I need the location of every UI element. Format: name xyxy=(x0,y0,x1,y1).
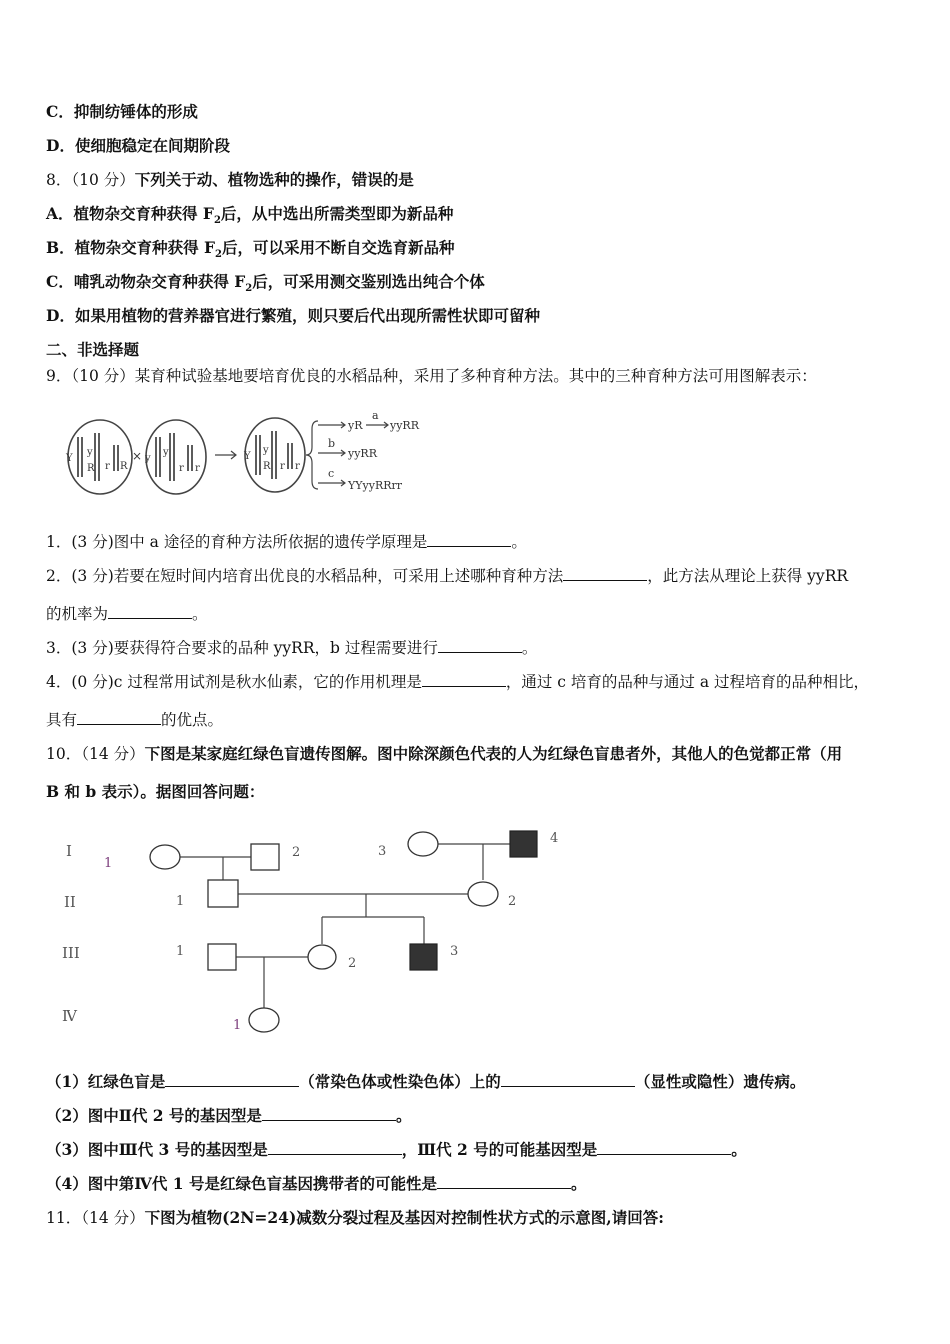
q8-option-b: B．植物杂交育种获得 $F_2$后，可以采用不断自交选育新品种 xyxy=(46,238,455,261)
I-4-label: 4 xyxy=(550,831,559,846)
III-2-label: 2 xyxy=(348,956,357,971)
path-a-to: yyRR xyxy=(390,419,419,432)
II-2-female xyxy=(468,882,498,906)
gen-IV-label: Ⅳ xyxy=(62,1007,77,1025)
answer-blank[interactable] xyxy=(422,672,506,687)
cell2-gene-y2: y xyxy=(163,447,169,458)
cell3-gene-r2: r xyxy=(295,461,300,472)
q9-number: 9．（10 分） xyxy=(46,367,135,385)
answer-blank[interactable] xyxy=(77,710,161,725)
cell1-gene-y: y xyxy=(87,447,93,458)
q10-sub2: （2）图中Ⅱ代 2 号的基因型是 。 xyxy=(46,1106,412,1125)
III-3-label: 3 xyxy=(450,944,459,959)
q10-sub3: （3）图中Ⅲ代 3 号的基因型是 ，Ⅲ代 2 号的可能基因型是 。 xyxy=(46,1140,747,1159)
I-1-female xyxy=(150,845,180,869)
path-c-label: c xyxy=(328,467,335,480)
q7-option-d: D．使细胞稳定在间期阶段 xyxy=(46,136,230,155)
q10-sub4: （4）图中第Ⅳ代 1 号是红绿色盲基因携带者的可能性是 。 xyxy=(46,1174,587,1193)
answer-blank[interactable] xyxy=(165,1072,299,1087)
q8-option-d: D．如果用植物的营养器官进行繁殖，则只要后代出现所需性状即可留种 xyxy=(46,306,540,325)
answer-blank[interactable] xyxy=(427,532,511,547)
cell1-gene-Y: Y xyxy=(66,453,73,464)
gen-I-label: I xyxy=(66,842,72,860)
IV-1-label: 1 xyxy=(233,1018,242,1033)
I-2-male xyxy=(251,844,279,870)
q8-number: 8．（10 分） xyxy=(46,171,135,189)
cell2-gene-r2: r xyxy=(195,463,200,474)
q10-sub1: （1）红绿色盲是 （常染色体或性染色体）上的 （显性或隐性）遗传病。 xyxy=(46,1072,806,1091)
q7-option-c: C．抑制纺锤体的形成 xyxy=(46,102,198,121)
path-a-from: yR xyxy=(348,419,363,432)
cross-sign: × xyxy=(132,449,143,463)
q9-sub2: 2．(3 分)若要在短时间内培育出优良的水稻品种，可采用上述哪种育种方法 ，此方法从理论上获得 yyRR xyxy=(46,567,849,585)
III-1-male xyxy=(208,944,236,970)
answer-blank[interactable] xyxy=(597,1140,731,1155)
III-2-female xyxy=(308,945,336,969)
cell1-gene-r: r xyxy=(105,461,110,472)
path-c-to: YYyyRRrr xyxy=(348,479,403,492)
answer-blank[interactable] xyxy=(501,1072,635,1087)
I-1-label: 1 xyxy=(104,856,113,871)
cell3-gene-y: y xyxy=(263,445,269,456)
q11-stem xyxy=(46,1208,664,1228)
q9-sub3: 3．(3 分)要获得符合要求的品种 yyRR，b 过程需要进行 。 xyxy=(46,639,538,657)
II-1-label: 1 xyxy=(176,894,185,909)
III-1-label: 1 xyxy=(176,944,185,959)
answer-blank[interactable] xyxy=(437,1174,571,1189)
cell3-gene-R: R xyxy=(263,461,271,472)
path-b-to: yyRR xyxy=(348,447,377,460)
q11-number: 11．（14 分） xyxy=(46,1209,145,1227)
cell3-gene-r: r xyxy=(280,461,285,472)
answer-blank[interactable] xyxy=(563,566,647,581)
q8-stem xyxy=(46,170,414,190)
q9-sub2-line2: 的机率为 。 xyxy=(46,605,208,623)
cell2-gene-y1: y xyxy=(145,453,151,464)
path-a-label: a xyxy=(372,409,379,422)
I-3-label: 3 xyxy=(378,844,387,859)
q9-stem-text: 某育种试验基地要培育优良的水稻品种，采用了多种育种方法。其中的三种育种方法可用图解表示： xyxy=(134,367,817,385)
q8-stem-text: 下列关于动、植物选种的操作，错误的是 xyxy=(134,170,414,189)
section-heading: 二、非选择题 xyxy=(46,340,140,359)
q10-number: 10．（14 分） xyxy=(46,745,145,763)
q11-stem-text: 下图为植物(2N=24)减数分裂过程及基因对控制性状方式的示意图,请回答: xyxy=(144,1208,664,1227)
q10-stem-line2: B 和 b 表示）。据图回答问题： xyxy=(46,782,265,801)
q10-stem-text: 下图是某家庭红绿色盲遗传图解。图中除深颜色代表的人为红绿色盲患者外，其他人的色觉都正常（用 xyxy=(144,744,843,763)
q8-option-a: A．植物杂交育种获得 $F_2$后，从中选出所需类型即为新品种 xyxy=(46,204,454,227)
I-2-label: 2 xyxy=(292,845,301,860)
path-b-label: b xyxy=(328,437,336,450)
breeding-diagram xyxy=(60,405,430,505)
IV-1-female xyxy=(249,1008,279,1032)
gen-II-label: II xyxy=(64,893,76,911)
cell3-gene-Y: Y xyxy=(244,451,251,462)
q9-stem xyxy=(46,366,817,386)
III-3-affected-male xyxy=(410,944,437,970)
q8-option-c: C．哺乳动物杂交育种获得 $F_2$后，可采用测交鉴别选出纯合个体 xyxy=(46,272,485,295)
I-4-affected-male xyxy=(510,831,537,857)
q9-sub1: 1．(3 分)图中 a 途径的育种方法所依据的遗传学原理是 。 xyxy=(46,533,527,551)
cell1-gene-R: R xyxy=(87,463,95,474)
answer-blank[interactable] xyxy=(262,1106,396,1121)
II-1-male xyxy=(208,880,238,907)
gen-III-label: III xyxy=(62,944,80,962)
cell2-gene-r1: r xyxy=(179,463,184,474)
II-2-label: 2 xyxy=(508,894,517,909)
answer-blank[interactable] xyxy=(268,1140,402,1155)
answer-blank[interactable] xyxy=(108,604,192,619)
answer-blank[interactable] xyxy=(438,638,522,653)
q10-stem xyxy=(46,744,842,764)
cell1-gene-R2: R xyxy=(120,461,128,472)
q9-sub4: 4．(0 分)c 过程常用试剂是秋水仙素，它的作用机理是 ，通过 c 培育的品种与通过 a 过程培育的品种相比， xyxy=(46,673,869,691)
q9-sub4-line2: 具有 的优点。 xyxy=(46,711,224,729)
pedigree-chart xyxy=(40,820,640,1040)
I-3-female xyxy=(408,832,438,856)
